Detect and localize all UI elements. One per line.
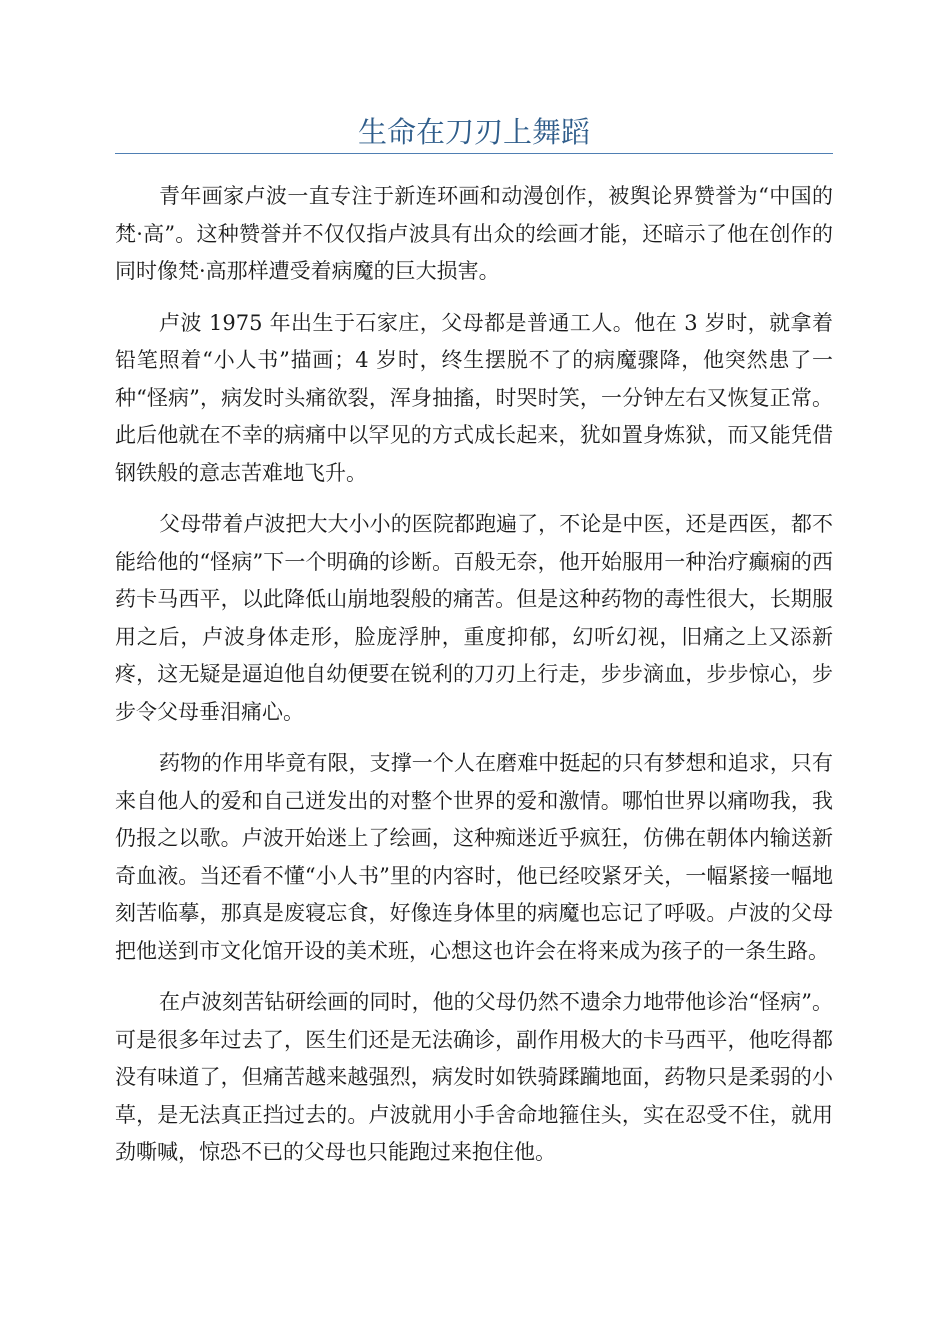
paragraph-1: 青年画家卢波一直专注于新连环画和动漫创作，被舆论界赞誉为“中国的梵·高”。这种赞誉并不仅仅指卢波具有出众的绘画才能，还暗示了他在创作的同时像梵·高那样遭受着病魔的巨大损害。 [115,184,833,283]
paragraph-4: 药物的作用毕竟有限，支撑一个人在磨难中挺起的只有梦想和追求，只有来自他人的爱和自己迸发出的对整个世界的爱和激情。哪怕世界以痛吻我，我仍报之以歌。卢波开始迷上了绘画，这种痴迷近乎疯狂，仿佛在朝体内输送新奇血液。当还看不懂“小人书”里的内容时，他已经咬紧牙关，一幅紧接一幅地刻苦临摹，那真是废寝忘食，好像连身体里的病魔也忘记了呼吸。卢波的父母把他送到市文化馆开设的美术班，心想这也许会在将来成为孩子的一条生路。 [115,751,833,963]
paragraph-2: 卢波 1975 年出生于石家庄，父母都是普通工人。他在 3 岁时，就拿着铅笔照着“小人书”描画；4 岁时，终生摆脱不了的病魔骤降，他突然患了一种“怪病”，病发时头痛欲裂，浑身抽搐，时哭时笑，一分钟左右又恢复正常。此后他就在不幸的病痛中以罕见的方式成长起来，犹如置身炼狱，而又能凭借钢铁般的意志苦难地飞升。 [115,310,833,485]
title-divider [115,153,833,154]
document-body [115,178,833,1186]
paragraph-5: 在卢波刻苦钻研绘画的同时，他的父母仍然不遗余力地带他诊治“怪病”。可是很多年过去了，医生们还是无法确诊，副作用极大的卡马西平，他吃得都没有味道了，但痛苦越来越强烈，病发时如铁骑蹂躏地面，药物只是柔弱的小草，是无法真正挡过去的。卢波就用小手舍命地箍住头，实在忍受不住，就用劲嘶喊，惊恐不已的父母也只能跑过来抱住他。 [115,990,833,1164]
paragraph-3: 父母带着卢波把大大小小的医院都跑遍了，不论是中医，还是西医，都不能给他的“怪病”下一个明确的诊断。百般无奈，他开始服用一种治疗癫痫的西药卡马西平，以此降低山崩地裂般的痛苦。但是这种药物的毒性很大，长期服用之后，卢波身体走形，脸庞浮肿，重度抑郁，幻听幻视，旧痛之上又添新疼，这无疑是逼迫他自幼便要在锐利的刀刃上行走，步步滴血，步步惊心，步步令父母垂泪痛心。 [115,512,833,724]
document-title: 生命在刀刃上舞蹈 [357,115,590,149]
